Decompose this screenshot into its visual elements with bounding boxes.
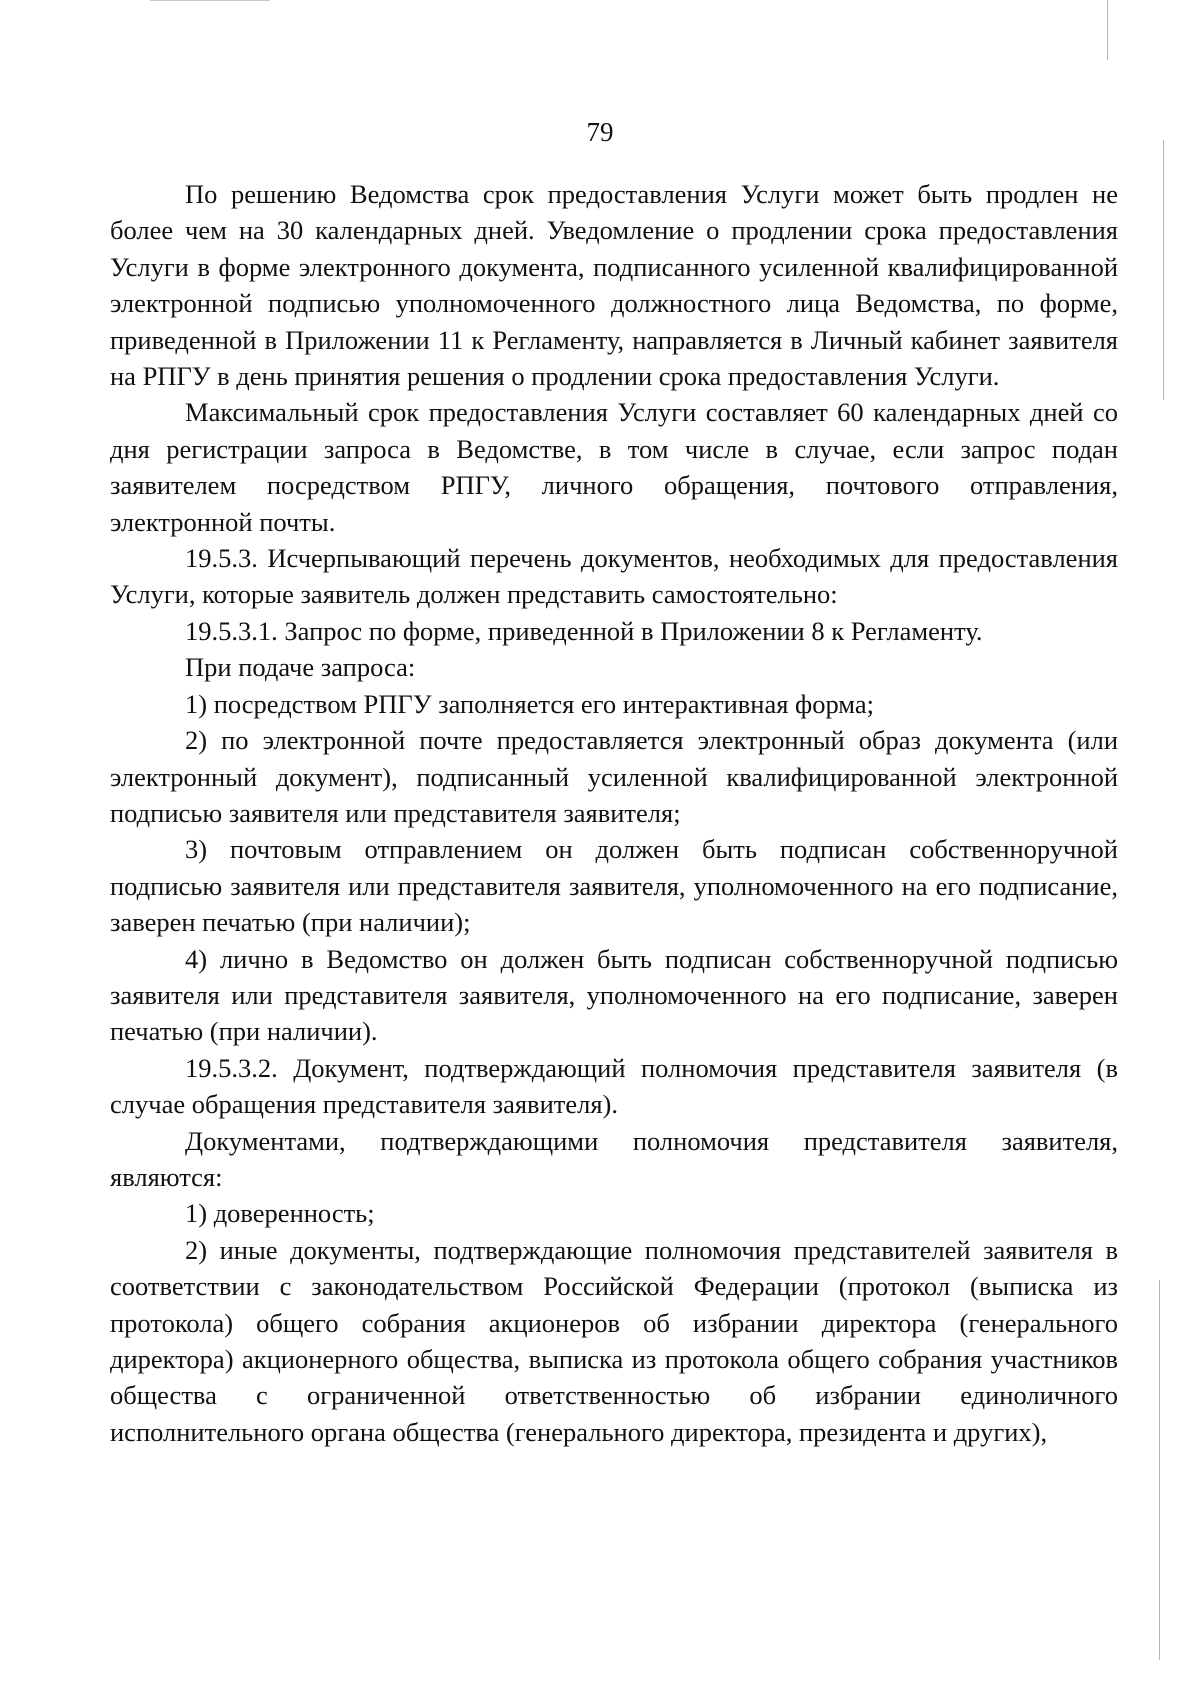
paragraph-section-19-5-3-2: 19.5.3.2. Документ, подтверждающий полномочия представителя заявителя (в случае обращения представителя заявителя).: [110, 1052, 1118, 1120]
scan-edge-rule: [150, 0, 270, 1]
list-item-1-power-of-attorney: 1) доверенность;: [185, 1198, 375, 1229]
list-item-2-email: 2) по электронной почте предоставляется электронный образ документа (или электронный документ), подписанный усиленной квалифицированной электронной подписью заявителя или представителя заявителя;: [110, 725, 1118, 828]
paragraph-max-term: Максимальный срок предоставления Услуги составляет 60 календарных дней со дня регистрации запроса в Ведомстве, в том числе в случае, если запрос подан заявителем посредством РПГУ, личного обращения, почтового отправления, электронной почты.: [110, 397, 1118, 537]
scan-edge-line: [1159, 1280, 1160, 1660]
paragraph-extension-notice: По решению Ведомства срок предоставления Услуги может быть продлен не более чем на 30 календарных дней. Уведомление о продлении срока предоставления Услуги в форме электронного документа, подписанного усиленной квалифицированной электронной подписью уполномоченного должностного лица Ведомства, по форме, приведенной в Приложении 11 к Регламенту, направляется в Личный кабинет заявителя на РПГУ в день принятия решения о продлении срока предоставления Услуги.: [110, 179, 1118, 392]
paragraph-section-19-5-3-1: 19.5.3.1. Запрос по форме, приведенной в Приложении 8 к Регламенту.: [185, 615, 983, 646]
paragraph-section-19-5-3: 19.5.3. Исчерпывающий перечень документов, необходимых для предоставления Услуги, которые заявитель должен представить самостоятельно:: [110, 543, 1118, 610]
list-item-4-in-person: 4) лично в Ведомство он должен быть подписан собственноручной подписью заявителя или представителя заявителя, уполномоченного на его подписание, заверен печатью (при наличии).: [110, 943, 1118, 1047]
paragraph-authority-docs-intro: Документами, подтверждающими полномочия представителя заявителя, являются:: [110, 1125, 1118, 1192]
scan-edge-line: [1107, 0, 1108, 60]
paragraph-submission-intro: При подаче запроса:: [185, 652, 416, 683]
list-item-2-other-docs: 2) иные документы, подтверждающие полномочия представителей заявителя в соответствии с законодательством Российской Федерации (протокол (выписка из протокола) общего собрания акционеров об избрании директора (генерального директора) акционерного общества, выписка из протокола общего собрания участников общества с ограниченной ответственностью об избрании единоличного исполнительного органа общества (генерального директора, президента и других),: [110, 1234, 1118, 1447]
list-item-3-post: 3) почтовым отправлением он должен быть подписан собственноручной подписью заявителя или представителя заявителя, уполномоченного на его подписание, заверен печатью (при наличии);: [110, 834, 1118, 938]
scan-edge-line: [1163, 140, 1164, 400]
document-body: [110, 176, 1118, 1450]
page-number: 79: [586, 117, 614, 147]
list-item-1-rpgu: 1) посредством РПГУ заполняется его интерактивная форма;: [185, 688, 874, 719]
